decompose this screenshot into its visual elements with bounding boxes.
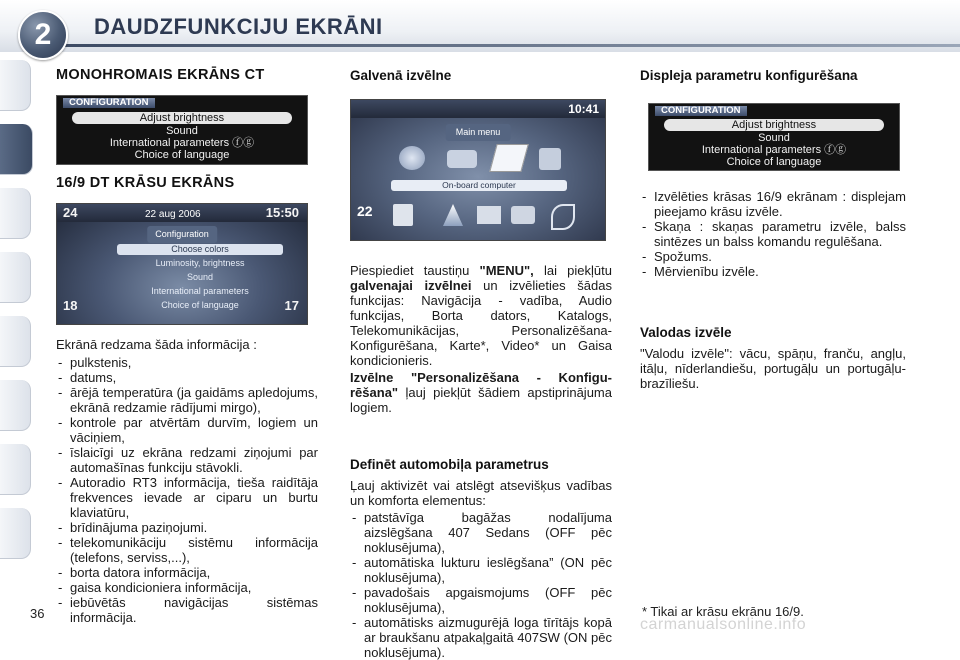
para-text: ļauj piekļūt šādiem apstiprinājuma logiem. [350, 385, 612, 415]
para-text: Piespiediet taustiņu [350, 263, 470, 278]
mono-screen-row: Adjust brightness [72, 112, 292, 124]
list-item: - gaisa kondicioniera informācija, [56, 580, 318, 595]
vehicle-params-heading: Definēt automobiļa parametrus [350, 457, 549, 472]
left-column [56, 64, 318, 625]
main-menu-heading: Galvenā izvēlne [350, 68, 452, 83]
display-screen-row: International parameters ⓕⓖ [701, 144, 847, 156]
list-item: - pulkstenis, [56, 355, 318, 370]
info-intro: Ekrānā redzama šāda informācija : [56, 337, 257, 352]
configuration-icon [443, 204, 463, 226]
main-menu-title: Main menu [446, 124, 511, 141]
list-item: - pavadošais apgaismojums (OFF pēc noklusējuma), [350, 585, 612, 615]
mono-screen-image [56, 95, 308, 165]
chapter-tab-7[interactable] [0, 444, 31, 495]
mono-screen-row: International parameters ⓕⓖ [109, 137, 255, 149]
onboard-computer-icon [489, 144, 529, 172]
color-screen-image [56, 203, 308, 325]
list-item: - Skaņa : skaņas parametru izvēle, balss sintēzes un balss komandu regulēšana. [640, 219, 906, 249]
list-item: - īslaicīgi uz ekrāna redzami ziņojumi par automašīnas funkciju stāvokli. [56, 445, 318, 475]
vehicle-params-intro: Ļauj aktivizēt vai atslēgt atsevišķus vadības un komforta elementus: [350, 478, 612, 508]
chapter-tab-6[interactable] [0, 380, 31, 431]
mono-screen-row: Sound [166, 125, 198, 137]
navigation-icon [399, 146, 425, 170]
watermark: carmanualsonline.info [640, 616, 807, 633]
list-item: - Mērvienību izvēle. [640, 264, 906, 279]
header-rule [64, 44, 960, 47]
personalization-bold: Izvēlne "Personalizēšana - Konfigurēšana" [350, 370, 612, 400]
menu-key-label: "MENU", [479, 263, 534, 278]
date-display: 22 aug 2006 [145, 209, 201, 220]
color-menu-row: Luminosity, brightness [155, 258, 245, 268]
language-heading: Valodas izvēle [640, 325, 732, 340]
clock-display: 10:41 [568, 102, 599, 116]
list-item: - borta datora informācija, [56, 565, 318, 580]
vehicle-params-list [350, 510, 612, 660]
display-screen-row: Choice of language [726, 156, 822, 168]
color-menu-row: Choose colors [117, 244, 283, 255]
display-screen-row: Sound [758, 132, 790, 144]
list-item: - telekomunikāciju sistēmu informācija (telefons, serviss,...), [56, 535, 318, 565]
display-screen-row: Adjust brightness [664, 119, 884, 131]
display-config-screen-image [648, 103, 900, 171]
list-item: - kontrole par atvērtām durvīm, logiem un vāciņiem, [56, 415, 318, 445]
color-menu-row: International parameters [151, 286, 249, 296]
mono-screen-heading: MONOHROMAIS EKRĀNS CT [56, 67, 265, 83]
list-item: - Spožums. [640, 249, 906, 264]
color-menu-row: Sound [186, 272, 214, 282]
chapter-tab-8[interactable] [0, 508, 31, 559]
color-screen-heading: 16/9 DT KRĀSU EKRĀNS [56, 175, 235, 191]
outside-temperature: 24 [63, 205, 78, 220]
temperature-display: 22 [357, 203, 373, 219]
telephone-icon [393, 204, 413, 226]
list-item: - automātisks aizmugurējā loga tīrītājs kopā ar braukšanu atpakaļgaitā 407SW (ON pēc noklusējuma). [350, 615, 612, 660]
middle-column [350, 64, 612, 660]
page-number: 36 [30, 606, 45, 621]
main-menu-screen-image [350, 99, 606, 241]
para-text: un izvēlieties šādas funkcijas: Navigācija - vadība, Audio funkcijas, Borta dators, Katalogs, Telekomunikācijas, Personalizēšana- Konfigurēšana, Karte*, Video* un Gaisa kondicionieris. [350, 278, 612, 368]
color-menu-row: Choice of language [161, 300, 239, 310]
list-item: - Izvēlēties krāsas 16/9 ekrānam : displejam pieejamo krāsu izvēle. [640, 189, 906, 219]
video-icon [511, 206, 535, 224]
chapter-tab-2-active[interactable] [0, 124, 33, 175]
para-text: lai piekļūtu [543, 263, 612, 278]
mono-screen-row: Choice of language [134, 149, 230, 161]
clock-display: 15:50 [265, 205, 299, 220]
air-conditioning-icon [551, 204, 575, 230]
configuration-menu-title: Configuration [147, 226, 217, 243]
selected-menu-label: On-board computer [391, 180, 567, 191]
chapter-tabs [0, 60, 34, 580]
info-list [56, 355, 318, 625]
page-title: DAUDZFUNKCIJU EKRĀNI [94, 14, 383, 39]
personalization-paragraph [350, 370, 612, 415]
list-item: - automātiska lukturu ieslēgšana” (ON pēc noklusējuma), [350, 555, 612, 585]
display-screen-bar-title: CONFIGURATION [655, 106, 747, 116]
display-config-heading: Displeja parametru konfigurēšana [640, 68, 858, 83]
mono-screen-bar-title: CONFIGURATION [63, 98, 155, 108]
list-item: - iebūvētās navigācijas sistēmas informācija. [56, 595, 318, 625]
main-menu-bold: galvenajai izvēlnei [350, 278, 472, 293]
main-screen-status-bar [351, 100, 605, 118]
chapter-tab-5[interactable] [0, 316, 31, 367]
page-header [0, 0, 960, 52]
chapter-tab-3[interactable] [0, 188, 31, 239]
list-item: - datums, [56, 370, 318, 385]
right-column [640, 64, 906, 391]
map-icon [477, 206, 501, 224]
list-item: - patstāvīga bagāžas nodalījuma aizslēgšana 407 Sedans (OFF pēc noklusējuma), [350, 510, 612, 555]
right-zone-temperature: 17 [284, 298, 299, 313]
chapter-tab-1[interactable] [0, 60, 31, 111]
main-menu-paragraph [350, 263, 612, 368]
list-item: - Autoradio RT3 informācija, tieša raidītāja frekvences ievade ar ciparu un burtu klaviatūru, [56, 475, 318, 520]
chapter-badge: 2 [18, 10, 68, 60]
color-screen-status-bar [57, 204, 307, 222]
list-item: - brīdinājuma paziņojumi. [56, 520, 318, 535]
display-config-list [640, 189, 906, 279]
directory-icon [539, 148, 561, 170]
left-zone-temperature: 18 [63, 298, 78, 313]
list-item: - ārējā temperatūra (ja gaidāms apledojums, ekrānā redzamie rādījumi mirgo), [56, 385, 318, 415]
footnote: * Tikai ar krāsu ekrānu 16/9. [642, 604, 804, 619]
audio-icon [447, 150, 477, 168]
language-text: "Valodu izvēle": vācu, spāņu, franču, angļu, itāļu, nīderlandiešu, portugāļu un portugāļu-brazīliešu. [640, 346, 906, 391]
chapter-tab-4[interactable] [0, 252, 31, 303]
